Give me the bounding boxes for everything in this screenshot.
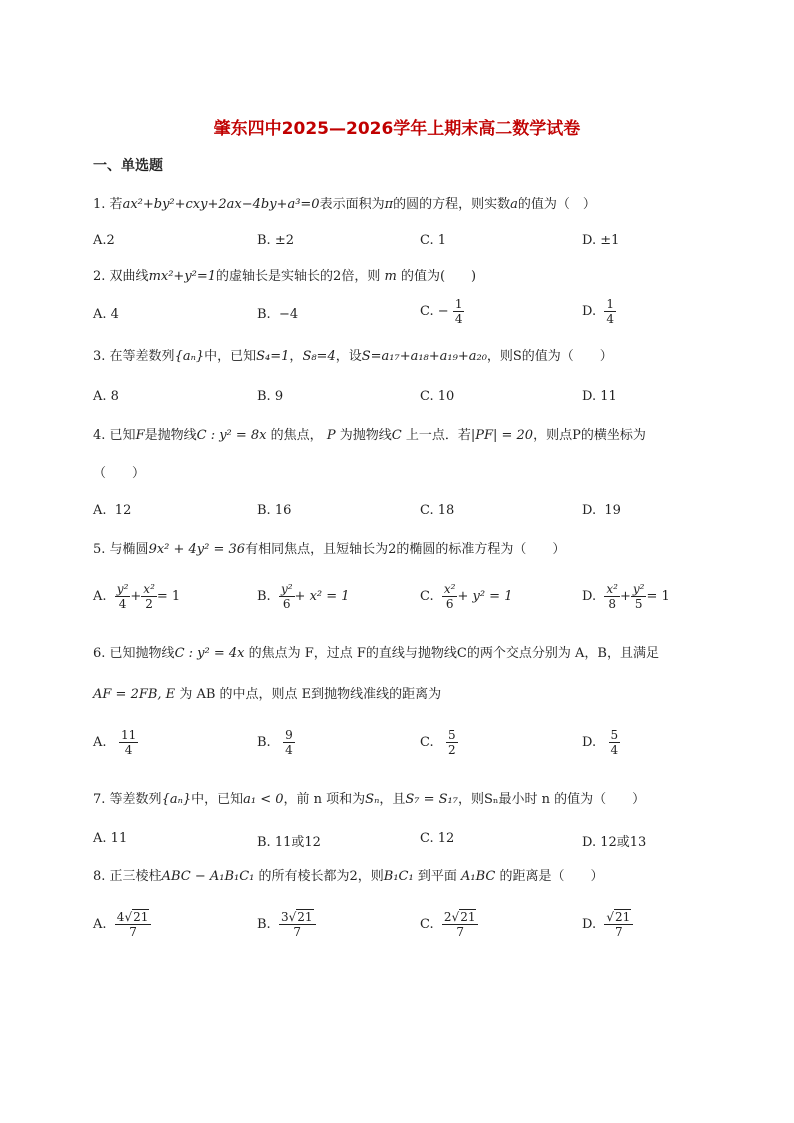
q3-option-b[interactable]: B. 9 xyxy=(257,389,284,404)
q6-option-c[interactable]: C. $\frac{5}{2}$ xyxy=(420,728,456,757)
q4-option-a[interactable]: A. 12 xyxy=(93,503,132,518)
question-8: 8. 正三棱柱ABC − A₁B₁C₁ 的所有棱长都为2，则B₁C₁ 到平面 A₁BC 的距离是（ ） xyxy=(93,869,604,884)
question-7: 7. 等差数列{aₙ}中，已知a₁ < 0，前 n 项和为Sₙ，且S₇ = S₁₇，则Sₙ最小时 n 的值为（ ） xyxy=(93,792,646,807)
question-1: 1. 若ax²+by²+cxy+2ax−4by+a³=0表示面积为π的圆的方程，则实数a的值为（ ） xyxy=(93,197,596,212)
question-4: 4. 已知F是抛物线C : y² = 8x 的焦点， P 为抛物线C 上一点．若|PF| = 20，则点P的横坐标为 xyxy=(93,428,646,443)
q2-option-d[interactable]: D. $\frac{1}{4}$ xyxy=(582,297,614,326)
q4-option-b[interactable]: B. 16 xyxy=(257,503,292,518)
q2-option-a[interactable]: A. 4 xyxy=(93,307,119,322)
q6-option-a[interactable]: A. $\frac{11}{4}$ xyxy=(93,728,137,757)
section-heading: 一、单选题 xyxy=(93,158,163,174)
q2-option-b[interactable]: B. −4 xyxy=(257,307,299,322)
question-6: 6. 已知抛物线C : y² = 4x 的焦点为 F，过点 F的直线与抛物线C的两个交点分别为 A，B，且满足 xyxy=(93,646,659,661)
q8-option-c[interactable]: C. $\frac{2√21}{7}$ xyxy=(420,910,478,939)
q5-option-b[interactable]: B. $\frac{\text{y²}}{6}$ + x² = 1 xyxy=(257,582,350,611)
q3-option-a[interactable]: A. 8 xyxy=(93,389,119,404)
question-4-paren: （ ） xyxy=(93,466,146,481)
q8-option-b[interactable]: B. $\frac{3√21}{7}$ xyxy=(257,910,316,939)
q6-option-d[interactable]: D. $\frac{5}{4}$ xyxy=(582,728,619,757)
q1-option-d[interactable]: D. ±1 xyxy=(582,233,620,248)
exam-title: 肇东四中2025—2026学年上期末高二数学试卷 xyxy=(213,119,581,139)
q7-option-c[interactable]: C. 12 xyxy=(420,831,455,846)
q3-option-d[interactable]: D. 11 xyxy=(582,389,617,404)
question-6-line-2: AF = 2FB, E 为 AB 的中点，则点 E到抛物线准线的距离为 xyxy=(93,687,442,702)
q8-option-a[interactable]: A. $\frac{4√21}{7}$ xyxy=(93,910,151,939)
question-5: 5. 与椭圆9x² + 4y² = 36有相同焦点，且短轴长为2的椭圆的标准方程为（ ） xyxy=(93,542,566,557)
q7-option-d[interactable]: D. 12或13 xyxy=(582,835,647,850)
question-3: 3. 在等差数列{aₙ}中，已知S₄=1，S₈=4，设S=a₁₇+a₁₈+a₁₉+a₂₀，则S的值为（ ） xyxy=(93,349,613,364)
question-2: 2. 双曲线mx²+y²=1的虚轴长是实轴长的2倍，则 m 的值为( ) xyxy=(93,269,477,284)
q5-option-c[interactable]: C. $\frac{\text{x²}}{6}$ + y² = 1 xyxy=(420,582,513,611)
q3-option-c[interactable]: C. 10 xyxy=(420,389,455,404)
q8-option-d[interactable]: D. $\frac{√21}{7}$ xyxy=(582,910,633,939)
q1-option-b[interactable]: B. ±2 xyxy=(257,233,294,248)
q6-option-b[interactable]: B. $\frac{9}{4}$ xyxy=(257,728,293,757)
q5-option-a[interactable]: A. $\frac{\text{y²}}{4}$ + $\frac{\text{x²}}{2}$ = 1 xyxy=(93,582,181,611)
q7-option-a[interactable]: A. 11 xyxy=(93,831,128,846)
q2-option-c[interactable]: C. − $\frac{1}{4}$ xyxy=(420,297,463,326)
q1-option-a[interactable]: A.2 xyxy=(93,233,115,248)
q1-option-c[interactable]: C. 1 xyxy=(420,233,447,248)
q7-option-b[interactable]: B. 11或12 xyxy=(257,835,321,850)
q5-option-d[interactable]: D. $\frac{\text{x²}}{8}$ + $\frac{\text{y²}}{5}$ = 1 xyxy=(582,582,670,611)
q4-option-d[interactable]: D. 19 xyxy=(582,503,621,518)
q4-option-c[interactable]: C. 18 xyxy=(420,503,455,518)
